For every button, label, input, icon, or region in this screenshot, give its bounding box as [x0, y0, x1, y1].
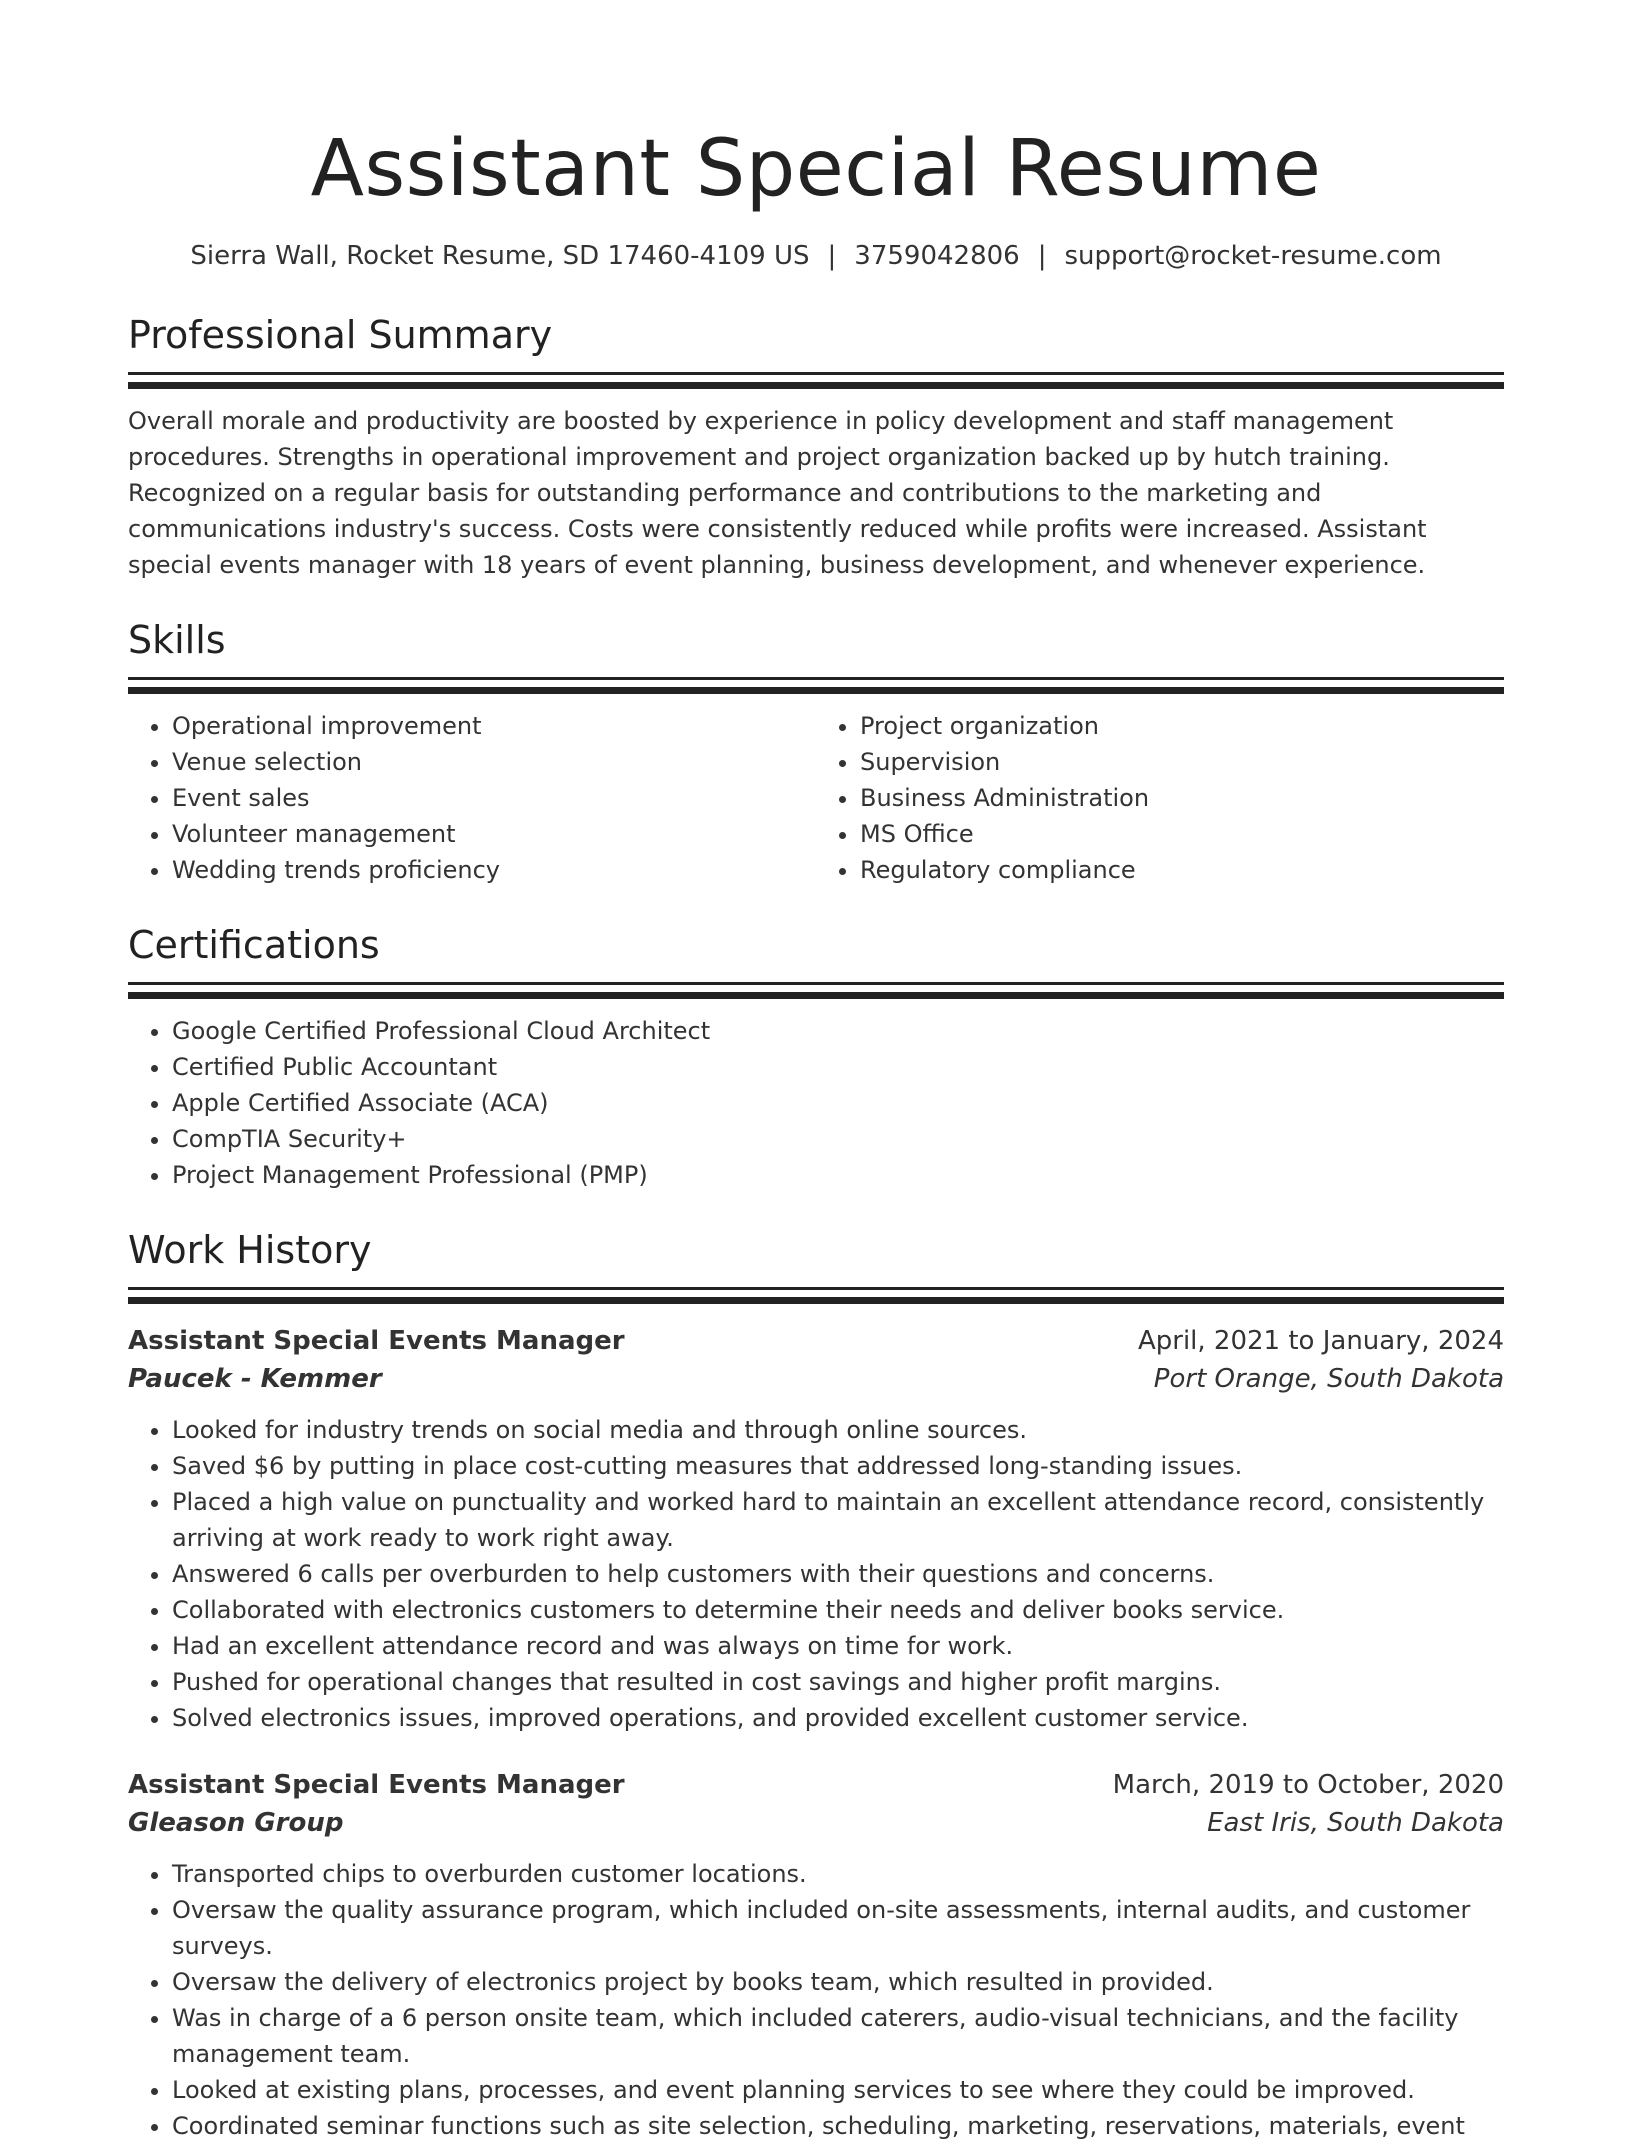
job-bullet: • Saved $6 by putting in place cost-cutting measures that addressed long-standing issues.	[172, 1448, 1504, 1484]
certifications-list	[128, 1013, 1504, 1193]
contact-separator: |	[827, 241, 837, 271]
job-bullet: • Looked for industry trends on social media and through online sources.	[172, 1412, 1504, 1448]
job-entry	[128, 1766, 1504, 2144]
work-history-section	[128, 1227, 1504, 2144]
skill-item: • Operational improvement	[172, 708, 816, 744]
job-header	[128, 1322, 1504, 1360]
skill-item: • Regulatory compliance	[860, 852, 1504, 888]
certification-item: • Certified Public Accountant	[172, 1049, 1504, 1085]
job-bullet: • Looked at existing plans, processes, and event planning services to see where they could be improved.	[172, 2072, 1504, 2108]
skills-list-left	[128, 708, 816, 888]
job-title: Assistant Special Events Manager	[128, 1770, 625, 1800]
job-header	[128, 1766, 1504, 1804]
job-entry	[128, 1322, 1504, 1736]
job-dates: April, 2021 to January, 2024	[1137, 1326, 1504, 1356]
skill-item: • MS Office	[860, 816, 1504, 852]
contact-email[interactable]: support@rocket-resume.com	[1064, 241, 1442, 271]
section-divider	[128, 982, 1504, 985]
contact-phone: 3759042806	[854, 241, 1020, 271]
section-heading-work-history: Work History	[128, 1228, 372, 1272]
skills-grid	[128, 708, 1504, 888]
job-location: Port Orange, South Dakota	[1153, 1364, 1504, 1394]
skill-item: • Volunteer management	[172, 816, 816, 852]
job-company: Gleason Group	[128, 1808, 344, 1838]
skill-item: • Event sales	[172, 780, 816, 816]
contact-separator: |	[1037, 241, 1047, 271]
section-heading-certifications: Certifications	[128, 923, 380, 967]
section-heading-summary: Professional Summary	[128, 313, 553, 357]
resume-page	[128, 0, 1504, 2144]
job-bullets	[128, 1412, 1504, 1736]
skill-item: • Business Administration	[860, 780, 1504, 816]
certification-item: • CompTIA Security+	[172, 1121, 1504, 1157]
job-bullet: • Collaborated with electronics customers to determine their needs and deliver books service.	[172, 1592, 1504, 1628]
section-divider	[128, 1287, 1504, 1290]
job-bullet: • Had an excellent attendance record and was always on time for work.	[172, 1628, 1504, 1664]
job-bullet: • Placed a high value on punctuality and worked hard to maintain an excellent attendance record, consistently arriving at work ready to work right away.	[172, 1484, 1504, 1556]
certification-item: • Google Certified Professional Cloud Architect	[172, 1013, 1504, 1049]
job-bullet: • Was in charge of a 6 person onsite team, which included caterers, audio-visual technicians, and the facility management team.	[172, 2000, 1504, 2072]
section-divider-thick	[128, 687, 1504, 694]
job-company: Paucek - Kemmer	[128, 1364, 382, 1394]
summary-text: Overall morale and productivity are boosted by experience in policy development and staff management procedures. Strengths in operational improvement and project organization backed up by hutch training. Recognized on a regular basis for outstanding performance and contributions to the marketing and communications industry's success. Costs were consistently reduced while profits were increased. Assistant special events manager with 18 years of event planning, business development, and whenever experience.	[128, 407, 1427, 579]
job-bullet: • Solved electronics issues, improved operations, and provided excellent customer service.	[172, 1700, 1504, 1736]
resume-title: Assistant Special Resume	[310, 124, 1322, 214]
job-subheader	[128, 1360, 1504, 1398]
job-bullet: • Answered 6 calls per overburden to help customers with their questions and concerns.	[172, 1556, 1504, 1592]
contact-line	[128, 240, 1504, 272]
section-divider-thick	[128, 382, 1504, 389]
summary-section	[128, 312, 1504, 583]
job-title: Assistant Special Events Manager	[128, 1326, 625, 1356]
certification-item: • Project Management Professional (PMP)	[172, 1157, 1504, 1193]
section-divider-thick	[128, 992, 1504, 999]
job-bullet: • Oversaw the delivery of electronics project by books team, which resulted in provided.	[172, 1964, 1504, 2000]
skill-item: • Wedding trends proficiency	[172, 852, 816, 888]
job-subheader	[128, 1804, 1504, 1842]
skills-list-right	[816, 708, 1504, 888]
section-divider	[128, 677, 1504, 680]
section-divider-thick	[128, 1297, 1504, 1304]
job-bullet: • Transported chips to overburden customer locations.	[172, 1856, 1504, 1892]
contact-address: Sierra Wall, Rocket Resume, SD 17460-4109 US	[190, 241, 810, 271]
job-bullet: • Coordinated seminar functions such as site selection, scheduling, marketing, reservations, materials, event	[172, 2108, 1504, 2144]
certifications-section	[128, 922, 1504, 1193]
skill-item: • Supervision	[860, 744, 1504, 780]
job-location: East Iris, South Dakota	[1207, 1808, 1504, 1838]
section-divider	[128, 372, 1504, 375]
certification-item: • Apple Certified Associate (ACA)	[172, 1085, 1504, 1121]
skills-section	[128, 617, 1504, 888]
job-dates: March, 2019 to October, 2020	[1112, 1770, 1504, 1800]
job-bullets	[128, 1856, 1504, 2144]
job-bullet: • Oversaw the quality assurance program, which included on-site assessments, internal audits, and customer surveys.	[172, 1892, 1504, 1964]
section-heading-skills: Skills	[128, 618, 226, 662]
skill-item: • Project organization	[860, 708, 1504, 744]
job-bullet: • Pushed for operational changes that resulted in cost savings and higher profit margins.	[172, 1664, 1504, 1700]
skill-item: • Venue selection	[172, 744, 816, 780]
